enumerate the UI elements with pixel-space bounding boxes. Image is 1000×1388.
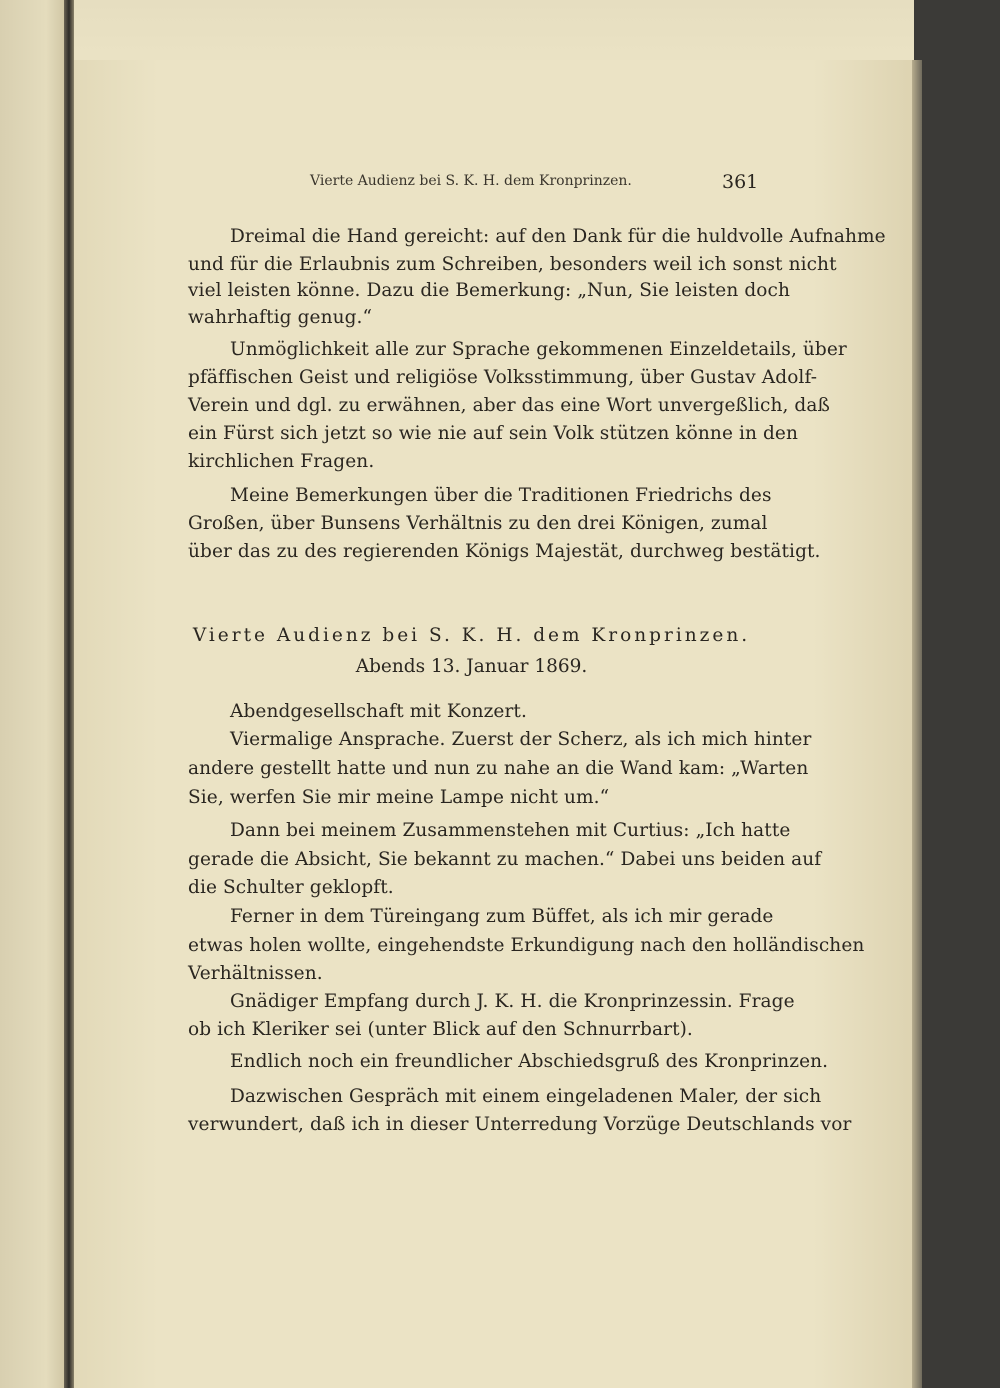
text-line: Dann bei meinem Zusammenstehen mit Curtius: „Ich hatte (230, 820, 791, 841)
page-number: 361 (722, 171, 759, 193)
text-line: wahrhaftig genug.“ (188, 307, 373, 328)
section-date: Abends 13. Januar 1869. (355, 656, 588, 677)
text-line: Abendgesellschaft mit Konzert. (230, 701, 527, 722)
text-line: viel leisten könne. Dazu die Bemerkung: „Nun, Sie leisten doch (188, 280, 791, 301)
text-line: Gnädiger Empfang durch J. K. H. die Kronprinzessin. Frage (230, 991, 795, 1012)
text-line: Ferner in dem Türeingang zum Büffet, als ich mir gerade (230, 906, 774, 927)
text-line: etwas holen wollte, eingehendste Erkundigung nach den holländischen (188, 935, 865, 956)
text-line: gerade die Absicht, Sie bekannt zu machen.“ Dabei uns beiden auf (188, 849, 822, 870)
text-line: Dazwischen Gespräch mit einem eingeladenen Maler, der sich (230, 1086, 822, 1107)
running-header: Vierte Audienz bei S. K. H. dem Kronprinzen. (310, 173, 632, 189)
page-edge-shadow (912, 60, 922, 1388)
text-line: über das zu des regierenden Königs Majestät, durchweg bestätigt. (188, 541, 821, 562)
text-line: verwundert, daß ich in dieser Unterredung Vorzüge Deutschlands vor (188, 1114, 852, 1135)
text-line: Meine Bemerkungen über die Traditionen Friedrichs des (230, 485, 772, 506)
section-title: Vierte Audienz bei S. K. H. dem Kronprinzen. (192, 625, 751, 646)
text-line: Großen, über Bunsens Verhältnis zu den drei Königen, zumal (188, 513, 768, 534)
text-line: die Schulter geklopft. (188, 877, 394, 898)
text-line: Viermalige Ansprache. Zuerst der Scherz, als ich mich hinter (230, 729, 812, 750)
text-line: ob ich Kleriker sei (unter Blick auf den Schnurrbart). (188, 1019, 693, 1040)
text-line: kirchlichen Fragen. (188, 451, 375, 472)
text-line: Endlich noch ein freundlicher Abschiedsgruß des Kronprinzen. (230, 1051, 829, 1072)
text-line: Dreimal die Hand gereicht: auf den Dank für die huldvolle Aufnahme (230, 226, 886, 247)
text-line: und für die Erlaubnis zum Schreiben, besonders weil ich sonst nicht (188, 254, 837, 275)
text-line: Verein und dgl. zu erwähnen, aber das eine Wort unvergeßlich, daß (188, 395, 830, 416)
text-line: Sie, werfen Sie mir meine Lampe nicht um.“ (188, 787, 610, 808)
left-page-edge (0, 0, 66, 1388)
text-line: ein Fürst sich jetzt so wie nie auf sein Volk stützen könne in den (188, 423, 798, 444)
text-line: pfäffischen Geist und religiöse Volksstimmung, über Gustav Adolf- (188, 367, 818, 388)
text-line: andere gestellt hatte und nun zu nahe an die Wand kam: „Warten (188, 758, 809, 779)
text-line: Verhältnissen. (188, 963, 323, 984)
book-gutter (64, 0, 74, 1388)
text-line: Unmöglichkeit alle zur Sprache gekommenen Einzeldetails, über (230, 339, 847, 360)
